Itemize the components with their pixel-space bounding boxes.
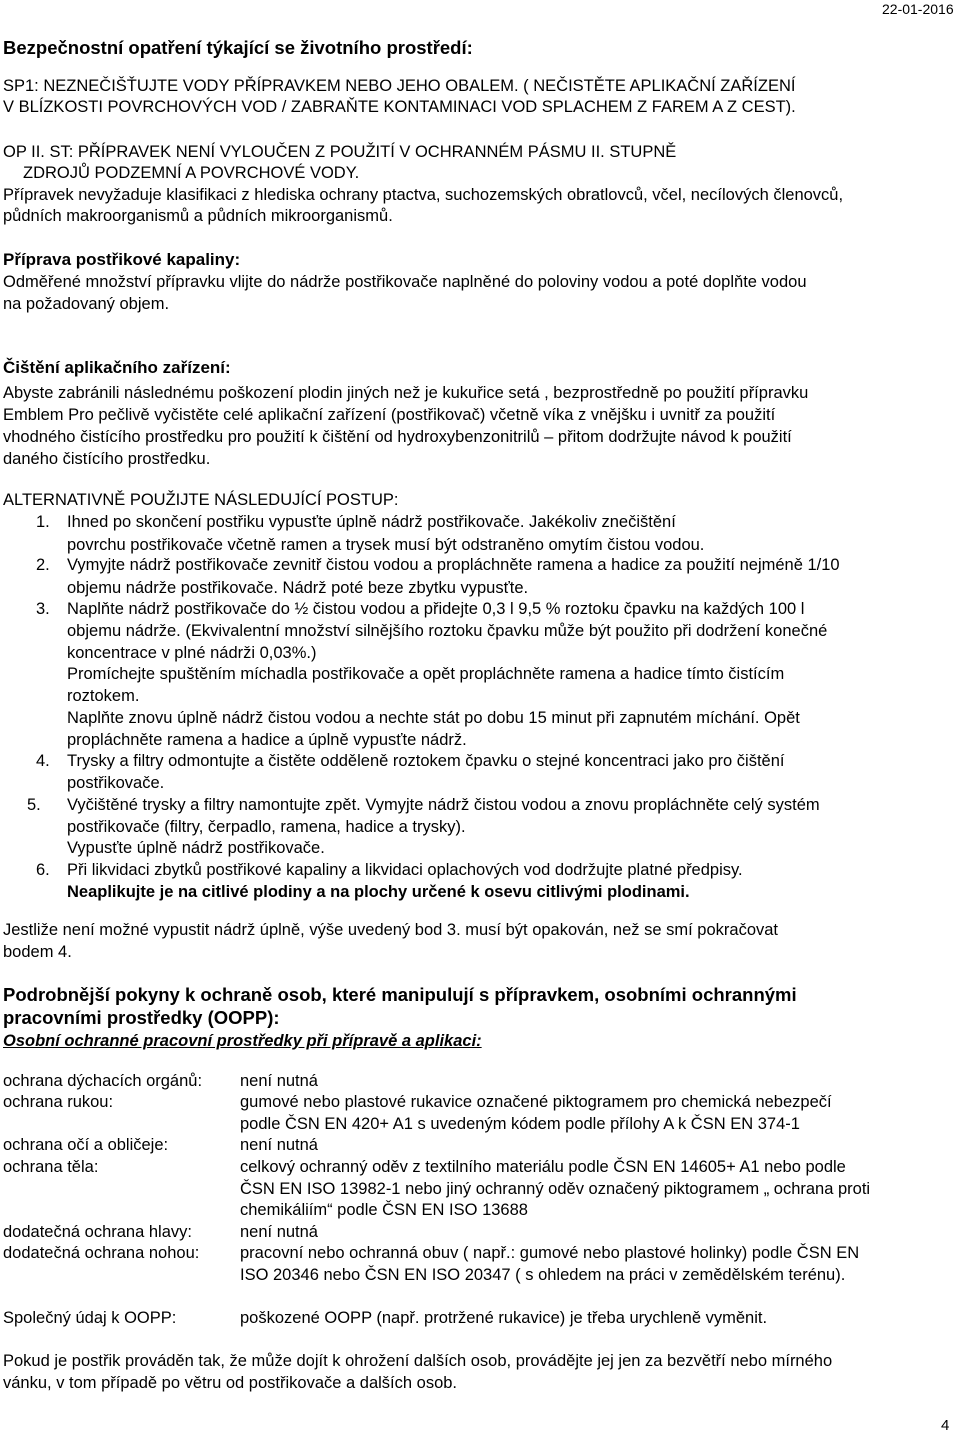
step-3-line: Promíchejte spuštěním míchadla postřikovače a opět propláchněte ramena a hadice tímto čistícím: [67, 665, 785, 683]
step-2-line: Vymyjte nádrž postřikovače zevnitř čistou vodou a propláchněte ramena a hadice za použití nejméně 1/10: [67, 556, 840, 574]
step-3-line: propláchněte ramena a hadice a úplně vypusťte nádrž.: [67, 731, 467, 749]
env-line: SP1: NEZNEČIŠŤUJTE VODY PŘÍPRAVKEM NEBO JEHO OBALEM. ( NEČISTĚTE APLIKAČNÍ ZAŘÍZENÍ: [3, 77, 796, 95]
hands-protection-value: gumové nebo plastové rukavice označené piktogramem pro chemická nebezpečí: [240, 1093, 832, 1111]
breath-protection-value: není nutná: [240, 1072, 318, 1090]
step-4-line: postřikovače.: [67, 774, 165, 792]
prep-line: na požadovaný objem.: [3, 295, 170, 313]
step-1-line: Ihned po skončení postřiku vypusťte úplně nádrž postřikovače. Jakékoliv znečištění: [67, 513, 676, 531]
oopp-title: Podrobnější pokyny k ochraně osob, které manipulují s přípravkem, osobními ochrannými: [3, 984, 797, 1005]
step-6-warning: Neaplikujte je na citlivé plodiny a na plochy určené k osevu citlivými plodinami.: [67, 883, 690, 901]
env-section-title: Bezpečnostní opatření týkající se životního prostředí:: [3, 37, 473, 58]
clean-line: Abyste zabránili následnému poškození plodin jiných než je kukuřice setá , bezprostředně po použití přípravku: [3, 384, 809, 402]
feet-protection-value: pracovní nebo ochranná obuv ( např.: gumové nebo plastové holinky) podle ČSN EN: [240, 1244, 860, 1262]
clean-line: daného čistícího prostředku.: [3, 450, 211, 468]
step-2-line: objemu nádrže postřikovače. Nádrž poté beze zbytku vypusťte.: [67, 579, 529, 597]
final-note: Pokud je postřik prováděn tak, že může dojít k ohrožení dalších osob, provádějte jej jen za bezvětří nebo mírného: [3, 1352, 833, 1370]
step-number: 2.: [36, 556, 50, 574]
step-number: 3.: [36, 600, 50, 618]
step-6-line: Při likvidaci zbytků postřikové kapaliny a likvidaci oplachových vod dodržujte platné předpisy.: [67, 861, 743, 879]
env-line: ZDROJŮ PODZEMNÍ A POVRCHOVÉ VODY.: [23, 164, 360, 182]
env-line: Přípravek nevyžaduje klasifikaci z hlediska ochrany ptactva, suchozemských obratlovců, včel, necílových členovců,: [3, 186, 844, 204]
env-line: V BLÍZKOSTI POVRCHOVÝCH VOD / ZABRAŇTE KONTAMINACI VOD SPLACHEM Z FAREM A Z CEST).: [3, 98, 796, 116]
step-1-line: povrchu postřikovače včetně ramen a trysek musí být odstraněno omytím čistou vodou.: [67, 536, 705, 554]
env-line: půdních makroorganismů a půdních mikroorganismů.: [3, 207, 393, 225]
hands-protection-value: podle ČSN EN 420+ A1 s uvedeným kódem podle přílohy A k ČSN EN 374-1: [240, 1115, 800, 1133]
clean-line: Emblem Pro pečlivě vyčistěte celé aplikační zařízení (postřikovač) včetně víka z vnějšku i uvnitř za použití: [3, 406, 776, 424]
head-protection-label: dodatečná ochrana hlavy:: [3, 1223, 192, 1241]
body-protection-value: chemikáliím“ podle ČSN EN ISO 13688: [240, 1201, 528, 1219]
env-line: OP II. ST: PŘÍPRAVEK NENÍ VYLOUČEN Z POUŽITÍ V OCHRANNÉM PÁSMU II. STUPNĚ: [3, 143, 677, 161]
eyes-protection-label: ochrana očí a obličeje:: [3, 1136, 169, 1154]
step-3-line: roztokem.: [67, 687, 140, 705]
oopp-subtitle: Osobní ochranné pracovní prostředky při přípravě a aplikaci:: [3, 1032, 482, 1050]
clean-line: vhodného čistícího prostředku pro použití k čištění od hydroxybenzonitrilů – přitom dodržujte návod k použití: [3, 428, 792, 446]
step-3-line: koncentrace v plné nádrži 0,03%.): [67, 644, 317, 662]
step-3-line: Naplňte nádrž postřikovače do ½ čistou vodou a přidejte 0,3 l 9,5 % roztoku čpavku na každých 100 l: [67, 600, 805, 618]
final-note: vánku, v tom případě po větru od postřikovače a dalších osob.: [3, 1374, 458, 1392]
step-3-line: objemu nádrže. (Ekvivalentní množství silnějšího roztoku čpavku může být použito při dodržení konečné: [67, 622, 828, 640]
eyes-protection-value: není nutná: [240, 1136, 318, 1154]
breath-protection-label: ochrana dýchacích orgánů:: [3, 1072, 203, 1090]
document-date: 22-01-2016: [882, 1, 954, 17]
step-number: 5.: [27, 796, 41, 814]
common-oopp-label: Společný údaj k OOPP:: [3, 1309, 177, 1327]
clean-section-title: Čištění aplikačního zařízení:: [3, 358, 231, 377]
alternative-procedure-title: ALTERNATIVNĚ POUŽIJTE NÁSLEDUJÍCÍ POSTUP:: [3, 491, 399, 509]
head-protection-value: není nutná: [240, 1223, 318, 1241]
step-number: 4.: [36, 752, 50, 770]
body-protection-value: ČSN EN ISO 13982-1 nebo jiný ochranný oděv označený piktogramem „ ochrana proti: [240, 1180, 871, 1198]
body-protection-label: ochrana těla:: [3, 1158, 99, 1176]
hands-protection-label: ochrana rukou:: [3, 1093, 114, 1111]
common-oopp-value: poškozené OOPP (např. protržené rukavice) je třeba urychleně vyměnit.: [240, 1309, 768, 1327]
prep-line: Odměřené množství přípravku vlijte do nádrže postřikovače naplněné do poloviny vodou a poté doplňte vodou: [3, 273, 807, 291]
feet-protection-value: ISO 20346 nebo ČSN EN ISO 20347 ( s ohledem na práci v zemědělském terénu).: [240, 1266, 846, 1284]
prep-section-title: Příprava postřikové kapaliny:: [3, 250, 241, 269]
cleaning-note: bodem 4.: [3, 943, 72, 961]
page-number: 4: [941, 1417, 950, 1434]
step-3-line: Naplňte znovu úplně nádrž čistou vodou a nechte stát po dobu 15 minut při zapnutém míchání. Opět: [67, 709, 800, 727]
step-5-line: Vypusťte úplně nádrž postřikovače.: [67, 839, 325, 857]
feet-protection-label: dodatečná ochrana nohou:: [3, 1244, 200, 1262]
step-4-line: Trysky a filtry odmontujte a čistěte odděleně roztokem čpavku o stejné koncentraci jako pro čištění: [67, 752, 785, 770]
body-protection-value: celkový ochranný oděv z textilního materiálu podle ČSN EN 14605+ A1 nebo podle: [240, 1158, 846, 1176]
oopp-title: pracovními prostředky (OOPP):: [3, 1007, 280, 1028]
step-5-line: Vyčištěné trysky a filtry namontujte zpět. Vymyjte nádrž čistou vodou a znovu propláchněte celý systém: [67, 796, 820, 814]
cleaning-note: Jestliže není možné vypustit nádrž úplně, výše uvedený bod 3. musí být opakován, než se smí pokračovat: [3, 921, 779, 939]
step-number: 1.: [36, 513, 50, 531]
step-5-line: postřikovače (filtry, čerpadlo, ramena, hadice a trysky).: [67, 818, 466, 836]
step-number: 6.: [36, 861, 50, 879]
